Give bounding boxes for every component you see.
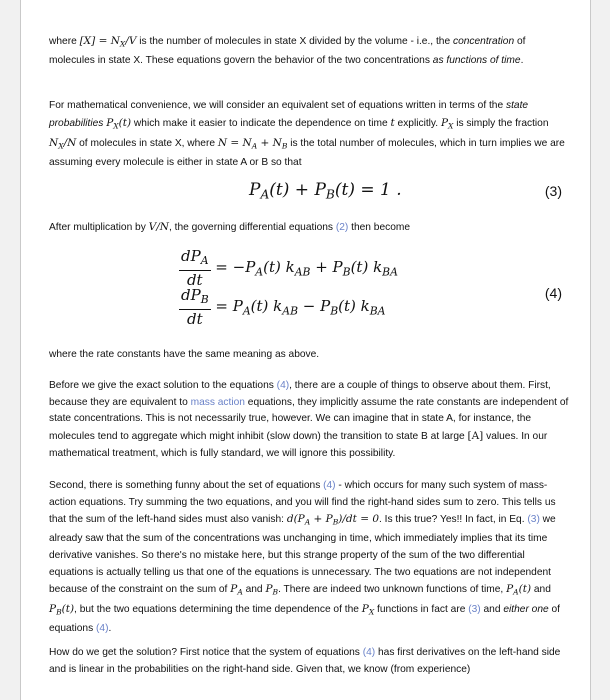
- paragraph-state-probabilities: For mathematical convenience, we will consider an equivalent set of equations written in terms of the state probabilities $P_X(t)$ which make it easier to indicate the dependence on time t explicitly. $P_X$ is simply the fraction $N_X/N$ of molecules in state X, where $N = N_A + N_B$ is the total number of molecules, which in turn implies we are assuming every molecule is either in state A or B so that: [49, 100, 565, 168]
- document-page: [20, 0, 591, 700]
- paragraph-second-observation: Second, there is something funny about the set of equations (4) - which occurs for many such system of mass-action equations. Try summing the two equations, and you will find the right-hand sides sum to zero. This tells us that the sum of the left-hand sides must also vanish: $d(P_A + P_B)/dt = 0$. Is this true? Yes!! In fact, in Eq. (3) we already saw that the sum of the concentrations was unchanging in time, which immediately implies that its time derivative vanishes. So there's no mistake here, but this strange property of the sum of the two differential equations is actually telling us that one of the equations is unnecessary. The two equations are not independent because of the constraint on the sum of $P_A$ and $P_B$. There are indeed two unknown functions of time, $P_A(t)$ and $P_B(t)$, but the two equations determining the time dependence of the $P_X$ functions in fact are (3) and either one of equations (4).: [49, 480, 560, 635]
- equation-number-3: (3): [544, 183, 562, 199]
- paragraph-solution: How do we get the solution? First notice that the system of equations (4) has first derivatives on the left-hand side and is linear in the probabilities on the right-hand side. Given that, we know (from experience): [49, 647, 561, 675]
- paragraph-observations: Before we give the exact solution to the equations (4), there are a couple of things to observe about them. First, because they are equivalent to mass action equations, they implicitly assume the rate constants are independent of state concentrations. This is not necessarily true, however. We can imagine that in state A, for instance, the molecules tend to aggregate which might inhibit (slow down) the transition to state B at large [A] values. In our mathematical treatment, which is fully standard, we will ignore this possibility.: [49, 380, 569, 459]
- math-concentration-def: $[X] = N_X/V$: [79, 35, 137, 49]
- paragraph-concentration: where $[X] = N_X/V$ is the number of molecules in state X divided by the volume - i.e., the concentration of molecules in state X. These equations govern the behavior of the two concentrations as functions of time.: [49, 35, 526, 66]
- equation-4-line-2: $\frac{dP_B}{dt}$ = $P_A(t) k_{AB} - P_B(t)$ $k_{BA}$: [181, 286, 386, 329]
- equation-ref-3[interactable]: (3): [468, 604, 481, 616]
- equation-ref-4[interactable]: (4): [276, 380, 290, 391]
- fraction-dpb-dt: $\frac{dP_B}{dt}$: [181, 286, 209, 329]
- equation-ref-4[interactable]: (4): [362, 647, 376, 658]
- paragraph-rate-constants: where the rate constants have the same meaning as above.: [49, 349, 320, 360]
- equation-ref-4[interactable]: (4): [323, 480, 336, 491]
- equation-3: $P_A(t) + P_B(t) = 1$ .: [249, 180, 402, 202]
- equation-ref-4[interactable]: (4): [96, 623, 109, 635]
- equation-ref-2[interactable]: (2): [335, 222, 349, 233]
- equation-number-4: (4): [544, 285, 562, 301]
- paragraph-multiplication: After multiplication by V/N, the governing differential equations (2) then become: [49, 221, 411, 233]
- equation-ref-3[interactable]: (3): [527, 514, 540, 526]
- mass-action-link[interactable]: mass action: [190, 396, 245, 408]
- fraction-dpa-dt: $\frac{dP_A}{dt}$: [181, 247, 209, 290]
- equation-4-line-1: $\frac{dP_A}{dt}$ = $-P_A(t) k_{AB} + P_B(t)$ $k_{BA}$: [181, 247, 398, 290]
